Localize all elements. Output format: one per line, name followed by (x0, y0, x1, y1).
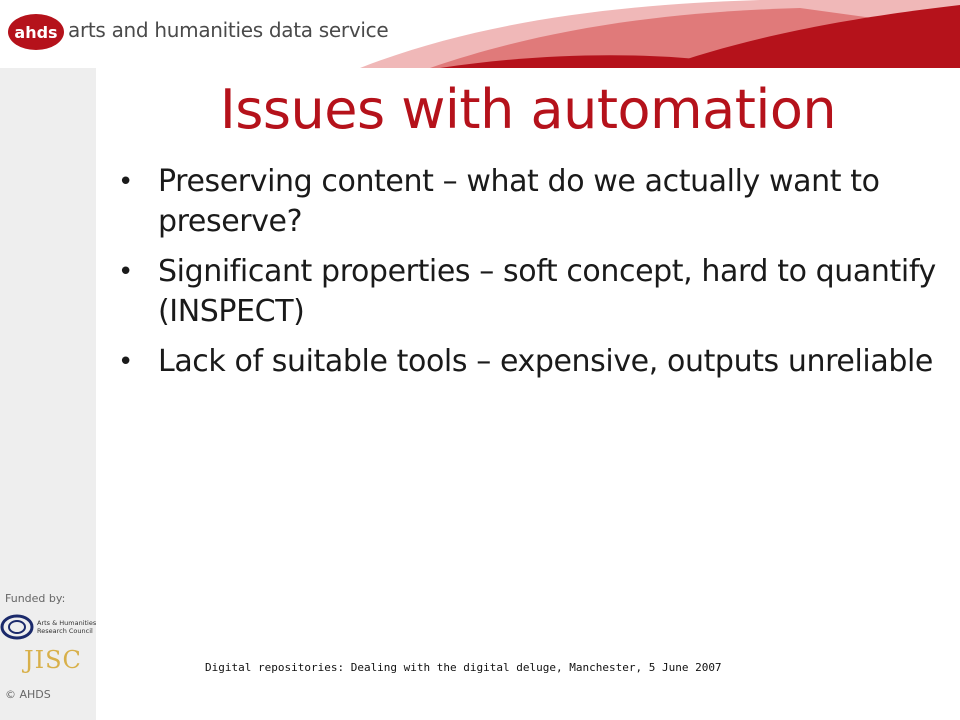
bullet-item (118, 342, 938, 382)
bullet-icon: • (118, 167, 133, 197)
header-banner (0, 0, 960, 68)
ahds-logo-mark: ahds (14, 23, 58, 42)
bullet-icon: • (118, 347, 133, 377)
bullet-text: Significant properties – soft concept, hard to quantify (INSPECT) (158, 254, 936, 329)
copyright: © AHDS (5, 688, 51, 701)
logo-text: arts and humanities data service (68, 18, 389, 42)
slide-title: Issues with automation (219, 78, 837, 141)
bullet-text: Preserving content – what do we actually want to preserve? (158, 164, 880, 239)
bullet-item (118, 252, 938, 332)
bullet-item (118, 162, 938, 242)
bullet-list (118, 162, 938, 392)
ahrc-logo-text: Arts & Humanities Research Council (37, 619, 97, 635)
funded-by-label: Funded by: (5, 592, 66, 605)
jisc-logo: JISC (24, 646, 82, 674)
footer-text: Digital repositories: Dealing with the digital deluge, Manchester, 5 June 2007 (205, 661, 722, 674)
bullet-text: Lack of suitable tools – expensive, outputs unreliable (158, 344, 933, 379)
bullet-icon: • (118, 257, 133, 287)
